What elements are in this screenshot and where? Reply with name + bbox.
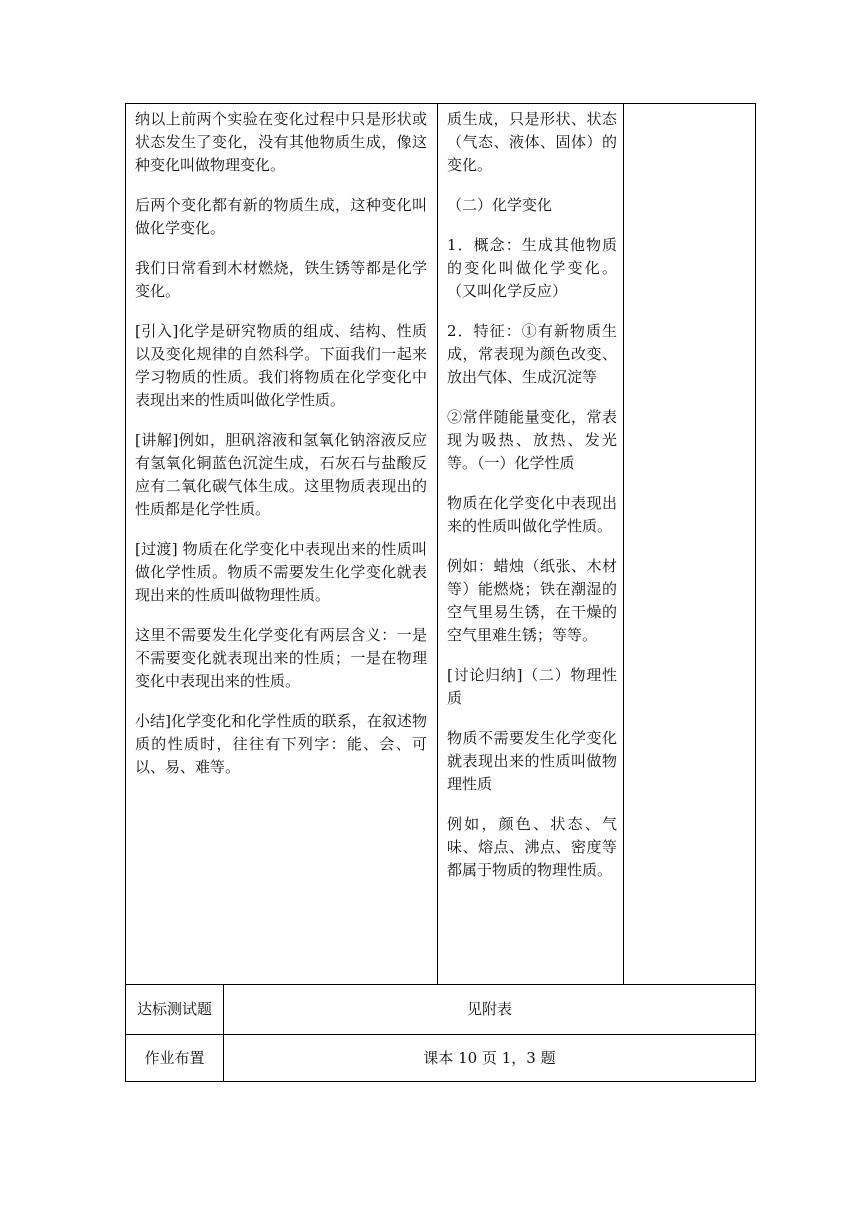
test-row-value: 见附表 (224, 985, 756, 1035)
student-paragraph: 例如：蜡烛（纸张、木材等）能燃烧；铁在潮湿的空气里易生锈，在干燥的空气里难生锈；等等。 (447, 557, 617, 644)
teacher-paragraph: [过渡] 物质在化学变化中表现出来的性质叫做化学性质。物质不需要发生化学变化就表现出来的性质叫做物理性质。 (135, 540, 427, 604)
test-row (126, 985, 756, 1035)
lesson-plan-table (125, 103, 756, 1082)
student-activity-cell (438, 104, 624, 985)
student-paragraph: ②常伴随能量变化，常表现为吸热、放热、发光等。（一）化学性质 (447, 408, 617, 472)
student-paragraph: 1．概念：生成其他物质的变化叫做化学变化。（又叫化学反应） (447, 236, 617, 300)
student-paragraph: （二）化学变化 (447, 196, 553, 214)
teacher-paragraph: 纳以上前两个实验在变化过程中只是形状或状态发生了变化，没有其他物质生成，像这种变化叫做物理变化。 (135, 110, 427, 174)
student-paragraph: 物质在化学变化中表现出来的性质叫做化学性质。 (447, 494, 617, 535)
homework-row-label: 作业布置 (126, 1035, 224, 1082)
notes-cell (624, 104, 756, 985)
test-row-label: 达标测试题 (126, 985, 224, 1035)
homework-row-value: 课本 10 页 1，3 题 (224, 1035, 756, 1082)
teacher-activity-cell (126, 104, 438, 985)
student-paragraph: 例如，颜色、状态、气味、熔点、沸点、密度等都属于物质的物理性质。 (447, 815, 617, 879)
content-row (126, 104, 756, 985)
teacher-paragraph: [引入]化学是研究物质的组成、结构、性质以及变化规律的自然科学。下面我们一起来学习物质的性质。我们将物质在化学变化中表现出来的性质叫做化学性质。 (135, 322, 427, 409)
teacher-paragraph: [讲解]例如，胆矾溶液和氢氧化钠溶液反应有氢氧化铜蓝色沉淀生成，石灰石与盐酸反应有二氧化碳气体生成。这里物质表现出的性质都是化学性质。 (135, 431, 427, 518)
homework-row (126, 1035, 756, 1082)
student-paragraph: 2．特征：①有新物质生成，常表现为颜色改变、放出气体、生成沉淀等 (447, 322, 617, 386)
teacher-paragraph: 小结]化学变化和化学性质的联系，在叙述物质的性质时，往往有下列字：能、会、可以、易、难等。 (135, 712, 427, 776)
student-paragraph: 质生成，只是形状、状态（气态、液体、固体）的变化。 (447, 110, 617, 174)
student-paragraph: [讨论归纳]（二）物理性质 (447, 666, 617, 707)
teacher-paragraph: 后两个变化都有新的物质生成，这种变化叫做化学变化。 (135, 196, 427, 237)
teacher-paragraph: 我们日常看到木材燃烧，铁生锈等都是化学变化。 (135, 259, 427, 300)
teacher-paragraph: 这里不需要发生化学变化有两层含义：一是不需要变化就表现出来的性质；一是在物理变化中表现出来的性质。 (135, 626, 427, 690)
student-paragraph: 物质不需要发生化学变化就表现出来的性质叫做物理性质 (447, 729, 617, 793)
